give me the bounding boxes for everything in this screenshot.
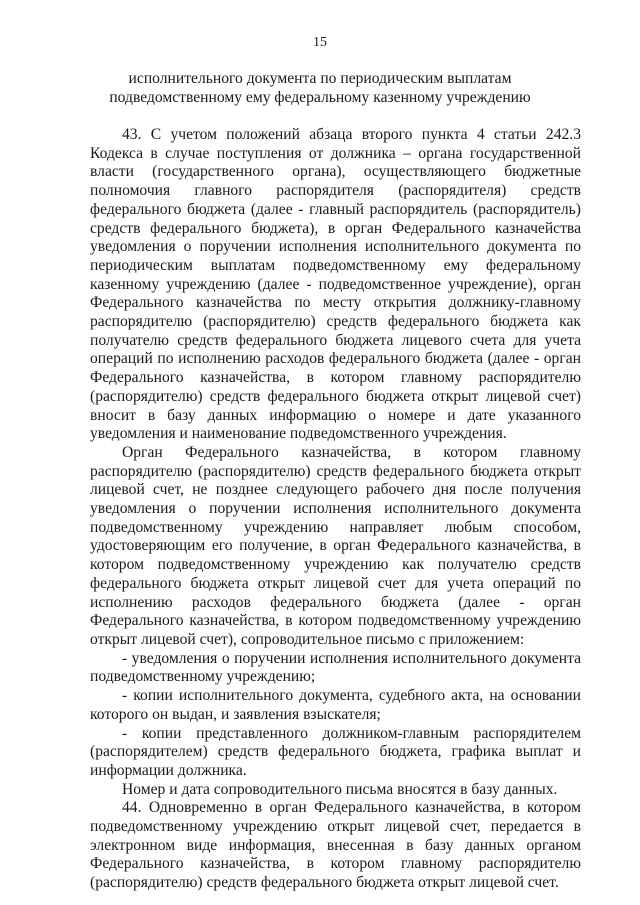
page-number: 15 [313,35,327,50]
list-item-copies-schedule: - копии представленного должником-главным распорядителем (распорядителем) средств федерального бюджета, графика выплат и информации должника. [90,724,581,779]
heading-line-1: исполнительного документа по периодическим выплатам [128,70,512,87]
paragraph-43: 43. С учетом положений абзаца второго пункта 4 статьи 242.3 Кодекса в случае поступления от должника – органа государственной власти (государственного органа), осуществляющего бюджетные полномочия главного распорядителя (распорядителя) средств федерального бюджета (далее - главный распорядитель (распорядитель) средств федерального бюджета), в орган Федерального казначейства уведомления о поручении исполнения исполнительного документа по периодическим выплатам подведомственному ему федеральному казенному учреждению (далее - подведомственное учреждение), орган Федерального казначейства по месту открытия должнику-главному распорядителю (распорядителю) средств федерального бюджета как получателю средств федерального бюджета лицевого счета для учета операций по исполнению расходов федерального бюджета (далее - орган Федерального казначейства, в котором главному распорядителю (распорядителю) средств федерального бюджета открыт лицевой счет) вносит в базу данных информацию о номере и дате указанного уведомления и наименование подведомственного учреждения. [90,126,581,443]
paragraph-letter-number: Номер и дата сопроводительного письма вносятся в базу данных. [122,780,558,798]
paragraph-cover-letter: Орган Федерального казначейства, в котором главному распорядителю (распорядителю) средств федерального бюджета открыт лицевой счет, не позднее следующего рабочего дня после получения уведомления о поручении исполнения исполнительного документа подведомственному учреждению направляет любым способом, удостоверяющим его получение, в орган Федерального казначейства, в котором подведомственному учреждению как получателю средств федерального бюджета открыт лицевой счет для учета операций по исполнению расходов федерального бюджета (далее - орган Федерального казначейства, в котором подведомственному учреждению открыт лицевой счет), сопроводительное письмо с приложением: [90,443,581,648]
list-item-copies-documents: - копии исполнительного документа, судебного акта, на основании которого он выдан, и заявления взыскателя; [90,687,581,723]
heading-line-2: подведомственному ему федеральному казенному учреждению [109,88,531,106]
section-heading [90,70,550,107]
list-item-notification: - уведомления о поручении исполнения исполнительного документа подведомственному учреждению; [90,649,581,686]
paragraph-44: 44. Одновременно в орган Федерального казначейства, в котором подведомственному учреждению открыт лицевой счет, передается в электронном виде информация, внесенная в базу данных органом Федерального казначейства, в котором главному распорядителю (распорядителю) средств федерального бюджета открыт лицевой счет. [90,799,581,892]
document-body [90,126,581,893]
